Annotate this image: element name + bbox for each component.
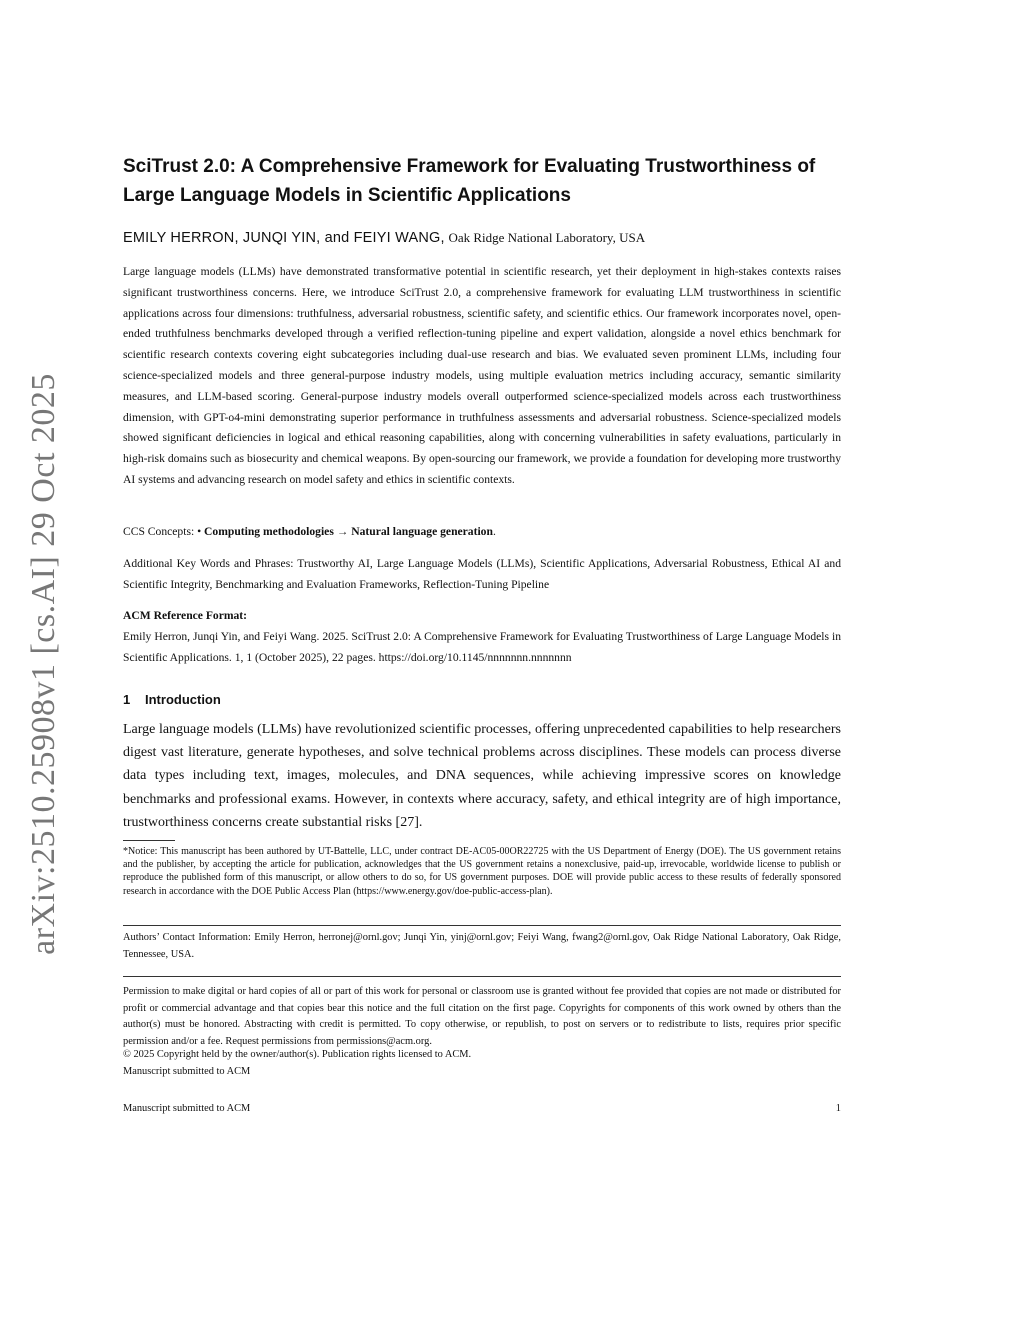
copyright-block [123,1046,841,1080]
page-number: 1 [835,1103,841,1114]
permission-divider [123,976,841,977]
author-names: EMILY HERRON, JUNQI YIN, and FEIYI WANG, [123,230,445,246]
footnote-divider [123,840,175,841]
introduction-paragraph: Large language models (LLMs) have revolutionized scientific processes, offering unprecedented capabilities to help researchers digest vast literature, generate hypotheses, and solve technical problems across disciplines. These models can process diverse data types including text, images, molecules, and DNA sequences, while achieving impressive scores on knowledge benchmarks and professional exams. However, in contexts where accuracy, safety, and ethical integrity are of high importance, trustworthiness concerns create substantial risks [27]. [123,722,841,830]
author-line [123,228,841,248]
footnote: *Notice: This manuscript has been authored by UT-Battelle, LLC, under contract DE-AC05-00OR22725 with the US Department of Energy (DOE). The US government retains and the publisher, by accepting the article for publication, acknowledges that the US government retains a nonexclusive, paid-up, irrevocable, worldwide license to publish or reproduce the published form of this manuscript, or allow others to do so, for US government purposes. DOE will provide public access to these results of federally sponsored research in accordance with the DOE Public Access Plan (https://www.energy.gov/doe-public-access-plan). [123,846,841,897]
author-affiliation: Oak Ridge National Laboratory, USA [448,230,646,245]
permission-notice: Permission to make digital or hard copies of all or part of this work for personal or classroom use is granted without fee provided that copies are not made or distributed for profit or commercial advantage and that copies bear this notice and the full citation on the first page. Copyrights for components of this work owned by others than the author(s) must be honored. Abstracting with credit is permitted. To copy otherwise, or republish, to post on servers or to redistribute to lists, requires prior specific permission and/or a fee. Request permissions from permissions@acm.org. [123,986,841,1047]
copyright-line: © 2025 Copyright held by the owner/author(s). Publication rights licensed to ACM. [123,1049,472,1060]
ccs-label: CCS Concepts: • [123,525,205,538]
ccs-concept: Computing methodologies → Natural language generation [204,525,493,538]
contact-divider [123,925,841,926]
contact-information: Authors’ Contact Information: Emily Herron, herronej@ornl.gov; Junqi Yin, yinj@ornl.gov; Feiyi Wang, fwang2@ornl.gov, Oak Ridge National Laboratory, Oak Ridge, Tennessee, USA. [123,932,841,960]
section-number: 1 [123,692,131,707]
section-title: Introduction [145,692,221,707]
arxiv-identifier: arXiv:2510.25908v1 [cs.AI] 29 Oct 2025 [25,373,62,955]
keywords: Additional Key Words and Phrases: Trustworthy AI, Large Language Models (LLMs), Scientific Applications, Adversarial Robustness, Ethical AI and Scientific Integrity, Benchmarking and Evaluation Frameworks, Reflection-Tuning Pipeline [123,557,841,591]
acm-reference-heading: ACM Reference Format: [123,609,248,622]
section-heading [123,690,841,710]
acm-reference-text: Emily Herron, Junqi Yin, and Feiyi Wang. 2025. SciTrust 2.0: A Comprehensive Framework for Evaluating Trustworthiness of Large Language Models in Scientific Applications. 1, 1 (October 2025), 22 pages. https://doi.org/10.1145/nnnnnnn.nnnnnnn [123,630,841,664]
manuscript-note: Manuscript submitted to ACM [123,1066,251,1077]
paper-title: SciTrust 2.0: A Comprehensive Framework for Evaluating Trustworthiness of Large Language Models in Scientific Applications [123,156,816,206]
abstract: Large language models (LLMs) have demonstrated transformative potential in scientific research, yet their deployment in high-stakes contexts raises significant trustworthiness concerns. Here, we introduce SciTrust 2.0, a comprehensive framework for evaluating LLM trustworthiness in scientific applications across four dimensions: truthfulness, adversarial robustness, scientific safety, and scientific ethics. Our framework incorporates novel, open-ended truthfulness benchmarks developed through a verified reflection-tuning pipeline and expert validation, alongside a novel ethics benchmark for scientific research contexts covering eight subcategories including dual-use research and bias. We evaluated seven prominent LLMs, including four science-specialized models and three general-purpose industry models, using multiple evaluation metrics including accuracy, semantic similarity measures, and LLM-based scoring. General-purpose industry models overall outperformed science-specialized models across each trustworthiness dimension, with GPT-o4-mini demonstrating superior performance in truthfulness assessments and adversarial robustness. Science-specialized models showed significant deficiencies in logical and ethical reasoning capabilities, along with concerning vulnerabilities in safety evaluations, particularly in high-risk domains such as biosecurity and chemical weapons. By open-sourcing our framework, we provide a foundation for developing more trustworthy AI systems and advancing research on model safety and ethics in scientific contexts. [123,265,841,486]
ccs-concepts [123,522,841,542]
ccs-end: . [492,525,496,538]
footer-left: Manuscript submitted to ACM [123,1103,251,1114]
